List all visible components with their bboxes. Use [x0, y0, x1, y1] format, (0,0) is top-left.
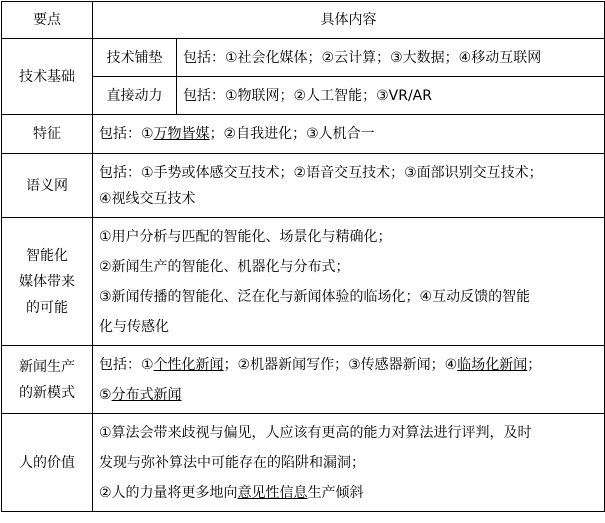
row-label-human: 人的价值 — [2, 414, 93, 512]
row-label-semantic: 语义网 — [2, 154, 93, 218]
sub-label-tech-groundwork: 技术铺垫 — [93, 39, 177, 77]
content-semantic — [93, 154, 605, 218]
feature-text-post: ；②自我进化；③人机合一 — [209, 126, 375, 142]
human-line-2: 发现与弥补算法中可能存在的陷阱和漏洞； — [99, 454, 365, 471]
content-tech-groundwork: 包括：①社会化媒体；②云计算；③大数据；④移动互联网 — [177, 39, 605, 77]
news-label-2: 的新模式 — [19, 384, 75, 401]
news-underlined-immersive: 临场化新闻 — [457, 356, 528, 373]
header-col-content: 具体内容 — [93, 2, 605, 39]
row-semantic — [2, 154, 605, 218]
smart-label-1: 智能化 — [26, 247, 68, 264]
news-label-1: 新闻生产 — [19, 358, 75, 375]
content-human — [93, 414, 605, 512]
knowledge-table — [1, 1, 605, 512]
content-news — [93, 346, 605, 414]
row-human — [2, 414, 605, 512]
news-underlined-personalized: 个性化新闻 — [153, 356, 224, 373]
human-underlined-opinion-info: 意见性信息 — [237, 484, 308, 501]
row-news — [2, 346, 605, 414]
semantic-line-1: 包括：①手势或体感交互技术；②语音交互技术；③面部识别交互技术； — [99, 164, 543, 181]
human-line-1: ①算法会带来歧视与偏见，人应该有更高的能力对算法进行评判，及时 — [99, 424, 532, 441]
content-feature — [93, 115, 605, 154]
human-line-3 — [99, 478, 598, 508]
row-label-feature: 特征 — [2, 115, 93, 154]
news-text-c: ； — [527, 356, 542, 373]
news-text-d: ⑤ — [99, 386, 112, 403]
header-row — [2, 2, 605, 39]
smart-label-2: 媒体带来 — [19, 273, 75, 290]
content-smart — [93, 218, 605, 346]
row-label-smart — [2, 218, 93, 346]
row-smart — [2, 218, 605, 346]
news-text-b: ；②机器新闻写作；③传感器新闻；④ — [223, 356, 458, 373]
feature-underlined-term: 万物皆媒 — [153, 126, 210, 142]
smart-label-3: 的可能 — [26, 299, 68, 316]
row-tech-2 — [2, 77, 605, 115]
semantic-line-2: ④视线交互技术 — [99, 190, 196, 207]
smart-line-3: ③新闻传播的智能化、泛在化与新闻体验的临场化；④互动反馈的智能 — [99, 288, 531, 305]
feature-text-pre: 包括：① — [99, 126, 154, 142]
human-text-a: ②人的力量将更多地向 — [99, 484, 238, 501]
news-line-2 — [99, 380, 598, 410]
row-label-tech: 技术基础 — [2, 39, 93, 115]
smart-line-2: ②新闻生产的智能化、机器化与分布式； — [99, 258, 350, 275]
header-col-point: 要点 — [2, 2, 93, 39]
row-label-news — [2, 346, 93, 414]
human-text-b: 生产倾斜 — [307, 484, 364, 501]
content-direct-drive: 包括：①物联网；②人工智能；③VR/AR — [177, 77, 605, 115]
row-feature — [2, 115, 605, 154]
news-text-a: 包括：① — [99, 356, 154, 373]
sub-label-direct-drive: 直接动力 — [93, 77, 177, 115]
smart-line-1: ①用户分析与匹配的智能化、场景化与精确化； — [99, 228, 392, 245]
news-underlined-distributed: 分布式新闻 — [111, 386, 182, 403]
news-line-1 — [99, 350, 598, 380]
row-tech-1 — [2, 39, 605, 77]
smart-line-4: 化与传感化 — [99, 318, 169, 335]
